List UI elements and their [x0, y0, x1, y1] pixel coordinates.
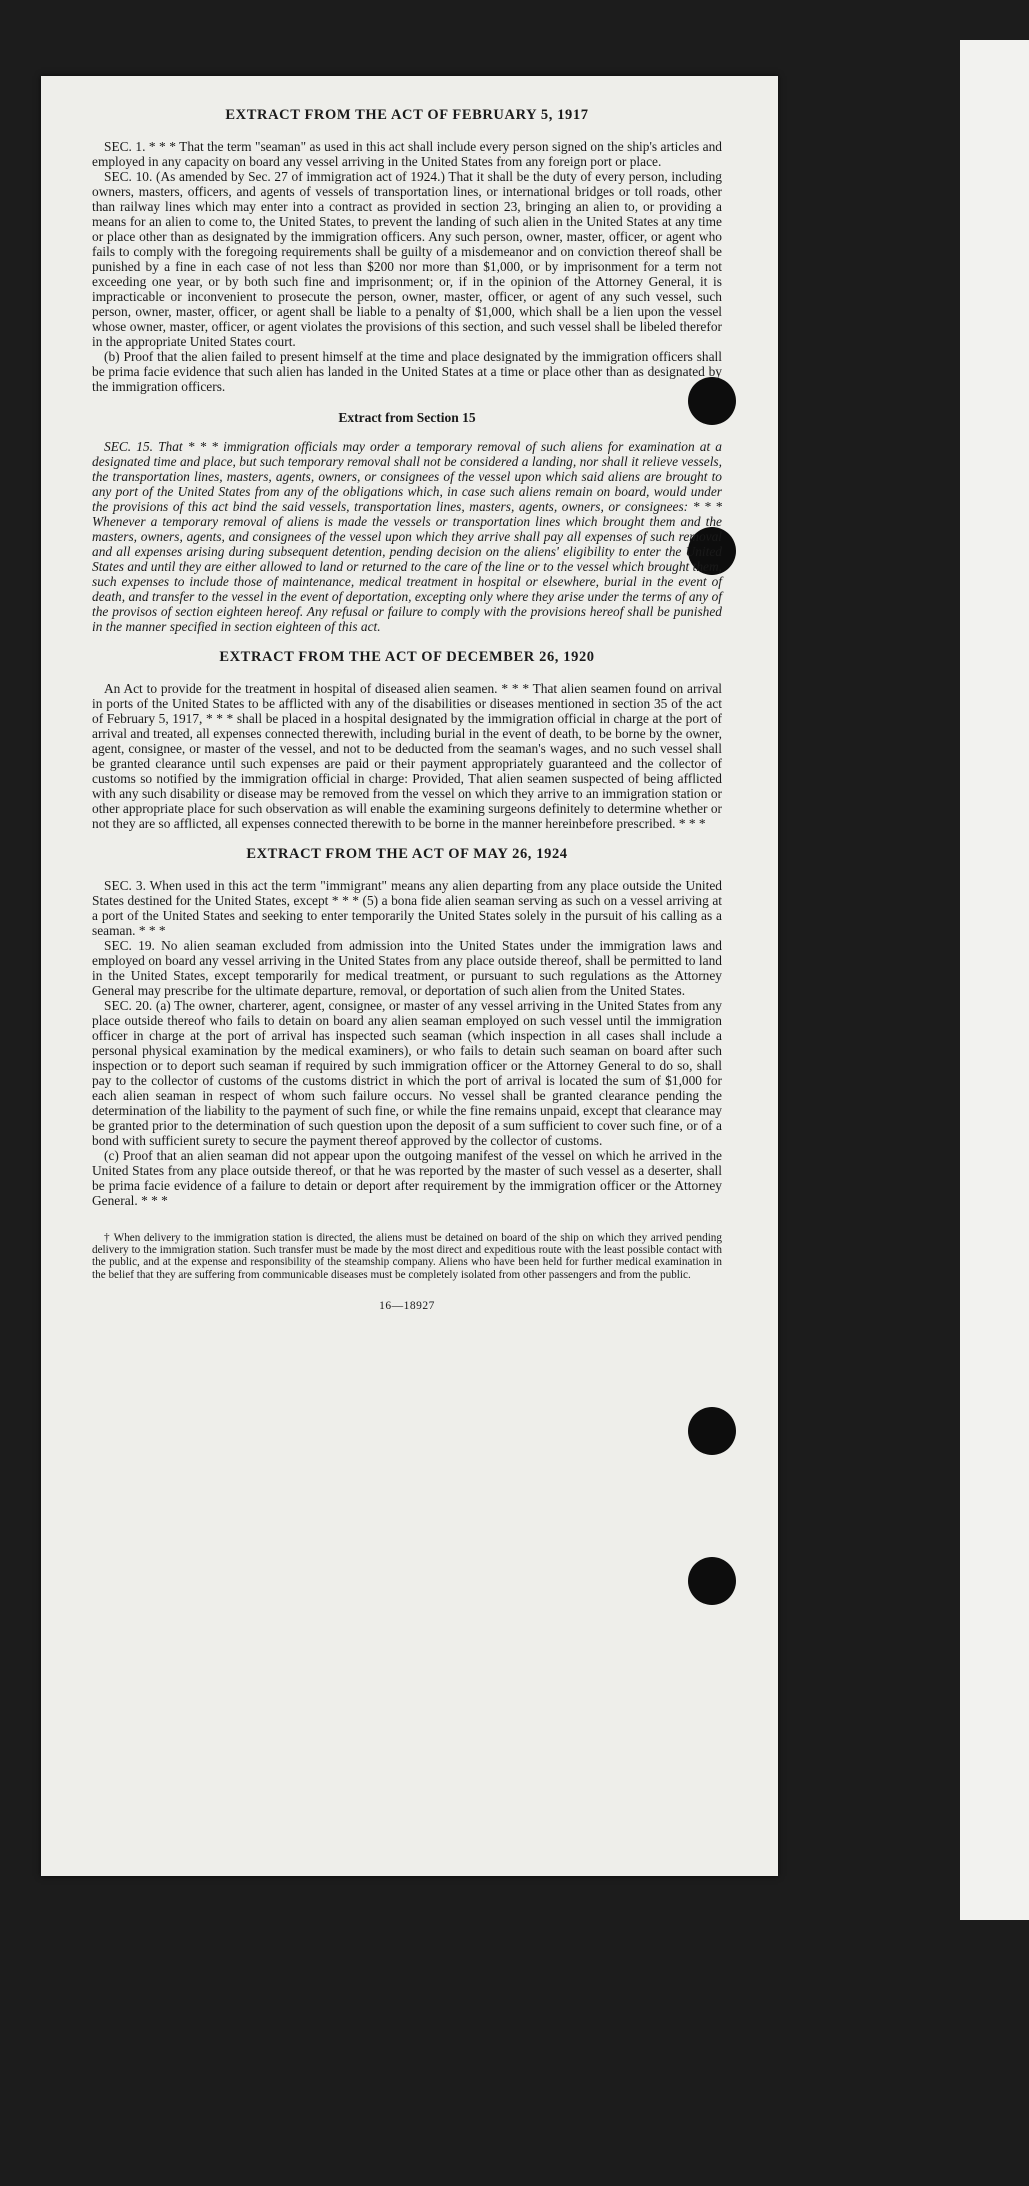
paragraph: SEC. 20. (a) The owner, charterer, agent, consignee, or master of any vessel arriving in the United States from any place outside thereof who fails to detain on board any alien seaman employed on such vessel until the immigration officer in charge at the port of arrival has inspected such seaman (which inspection in all cases shall include a personal physical examination by the medical examiners), or who fails to detain such seaman on board after such inspection or to deport such seaman if required by such immigration officer or the Attorney General to do so, shall pay to the collector of customs of the customs district in which the port of arrival is located the sum of $1,000 for each alien seaman in respect of whom such failure occurs. No vessel shall be granted clearance pending the determination of the liability to the payment of such fine, or while the fine remains unpaid, except that clearance may be granted prior to the determination of such question upon the deposit of a sum sufficient to cover such fine, or of a bond with sufficient surety to secure the payment thereof approved by the collector of customs.: [92, 998, 722, 1148]
section-extract-15: [92, 410, 722, 634]
paragraph: SEC. 3. When used in this act the term "immigrant" means any alien departing from any place outside the United States destined for the United States, except * * * (5) a bona fide alien seaman serving as such on a vessel arriving at a port of the United States and seeking to enter temporarily the United States solely in the pursuit of his calling as a seaman. * * *: [92, 878, 722, 938]
section-heading: EXTRACT FROM THE ACT OF DECEMBER 26, 1920: [219, 649, 595, 665]
footnote: [92, 1232, 722, 1281]
section-act-1917: [92, 108, 722, 394]
footnote-text: † When delivery to the immigration station is directed, the aliens must be detained on board of the ship on which they arrived pending delivery to the immigration station. Such transfer must be made by the most direct and expeditious route with the least possible contact with the public, and at the expense and responsibility of the steamship company. Aliens who have been held for further medical examination in the belief that they are suffering from communicable diseases must be completely isolated from other passengers and from the public.: [92, 1232, 722, 1281]
document-text: [92, 108, 722, 1314]
paragraph: SEC. 15. That * * * immigration officials may order a temporary removal of such aliens for examination at a designated time and place, but such temporary removal shall not be considered a landing, nor shall it relieve vessels, the transportation lines, masters, agents, owners, or consignees of the vessel upon which said aliens are brought to any port of the United States from any of the obligations which, in case such aliens remain on board, would under the provisions of this act bind the said vessels, transportation lines, masters, agents, owners, or consignees: * * * Whenever a temporary removal of aliens is made the vessels or transportation lines which brought them and the masters, owners, agents, and consignees of the vessel upon which they arrive shall pay all expenses of such removal and all expenses arising during subsequent detention, pending decision on the aliens' eligibility to enter the United States and until they are either allowed to land or returned to the care of the line or to the vessel which brought them, such expenses to include those of maintenance, medical treatment in hospital or elsewhere, burial in the event of death, and transfer to the vessel in the event of deportation, excepting only where they arise under the terms of any of the provisos of section eighteen hereof. Any refusal or failure to comply with the provisions hereof shall be punished in the manner specified in section eighteen of this act.: [92, 439, 722, 634]
punch-hole: [688, 1557, 736, 1605]
section-act-1920: [92, 650, 722, 831]
paragraph: SEC. 10. (As amended by Sec. 27 of immigration act of 1924.) That it shall be the duty of every person, including owners, masters, officers, and agents of vessels of transportation lines, or international bridges or toll roads, other than railway lines which may enter into a contract as provided in section 23, bringing an alien to, or providing a means for an alien to come to, the United States, to prevent the landing of such alien in the United States at any time or place other than as designated by the immigration officers. Any such person, owner, master, officer, or agent who fails to comply with the foregoing requirements shall be guilty of a misdemeanor and on conviction thereof shall be punished by a fine in each case of not less than $200 nor more than $1,000, or by imprisonment for a term not exceeding one year, or by both such fine and imprisonment; or, if in the opinion of the Attorney General, it is impracticable or inconvenient to prosecute the person, owner, master, officer, or agent of any such vessel, such person, owner, master, officer, or agent shall be liable to a penalty of $1,000, which shall be a lien upon the vessel whose owner, master, officer, or agent violates the provisions of this section, and such vessel shall be libeled therefor in the appropriate United States court.: [92, 169, 722, 349]
paragraph: (b) Proof that the alien failed to present himself at the time and place designated by the immigration officers shall be prima facie evidence that such alien has landed in the United States at a time or place other than as designated by the immigration officers.: [92, 349, 722, 394]
adjacent-page-edge: [960, 40, 1029, 1920]
section-act-1924: [92, 847, 722, 1208]
paragraph: SEC. 19. No alien seaman excluded from admission into the United States under the immigration laws and employed on board any vessel arriving in the United States from any place outside thereof, shall be permitted to land in the United States, except temporarily for medical treatment, or pursuant to such regulations as the Attorney General may prescribe for the ultimate departure, removal, or deportation of such alien from the United States.: [92, 938, 722, 998]
section-heading: EXTRACT FROM THE ACT OF FEBRUARY 5, 1917: [225, 107, 589, 123]
punch-hole: [688, 1407, 736, 1455]
section-heading: EXTRACT FROM THE ACT OF MAY 26, 1924: [246, 846, 568, 862]
paragraph: SEC. 1. * * * That the term "seaman" as used in this act shall include every person signed on the ship's articles and employed in any capacity on board any vessel arriving in the United States from any foreign port or place.: [92, 139, 722, 169]
paragraph: An Act to provide for the treatment in hospital of diseased alien seamen. * * * That alien seamen found on arrival in ports of the United States to be afflicted with any of the disabilities or diseases mentioned in section 35 of the act of February 5, 1917, * * * shall be placed in a hospital designated by the immigration official in charge at the port of arrival and treated, all expenses connected therewith, including burial in the event of death, to be borne by the owner, agent, consignee, or master of the vessel, and not to be deducted from the seaman's wages, and no such vessel shall be granted clearance until such expenses are paid or their payment appropriately guaranteed and the collector of customs so notified by the immigration official in charge: Provided, That alien seamen suspected of being afflicted with any such disability or disease may be removed from the vessel on which they arrive to an immigration station or other appropriate place for such observation as will enable the examining surgeons definitely to determine whether or not they are so afflicted, all expenses connected therewith to be borne in the manner hereinbefore prescribed. * * *: [92, 681, 722, 831]
paragraph: (c) Proof that an alien seaman did not appear upon the outgoing manifest of the vessel on which he arrived in the United States from any place outside thereof, or that he was reported by the master of such vessel as a deserter, shall be prima facie evidence of a failure to detain or deport after requirement by the immigration officer or the Attorney General. * * *: [92, 1148, 722, 1208]
section-heading: Extract from Section 15: [338, 410, 476, 425]
print-code: 16—18927: [379, 1299, 435, 1312]
